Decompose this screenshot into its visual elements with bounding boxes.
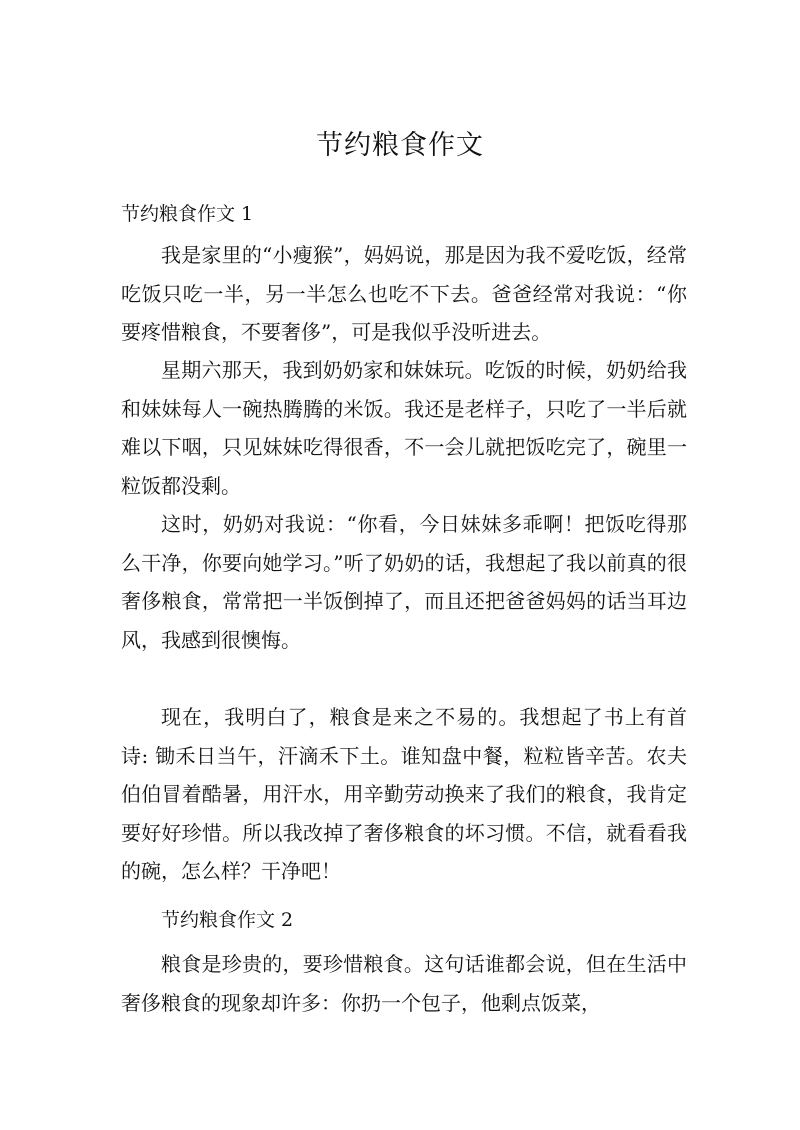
section-2-paragraph-1: 粮食是珍贵的，要珍惜粮食。这句话谁都会说，但在生活中奢侈粮食的现象却许多：你扔一个包子，他剩点饭菜， [121,952,687,1015]
section-1-paragraph-2: 星期六那天，我到奶奶家和妹妹玩。吃饭的时候，奶奶给我和妹妹每人一碗热腾腾的米饭。我还是老样子，只吃了一半后就难以下咽，只见妹妹吃得很香，不一会儿就把饭吃完了，碗里一粒饭都没剩。 [121,358,687,498]
section-1-paragraph-4: 现在，我明白了，粮食是来之不易的。我想起了书上有首诗: 锄禾日当午，汗滴禾下土。谁知盘中餐，粒粒皆辛苦。农夫伯伯冒着酷暑，用汗水，用辛勤劳动换来了我们的粮食，我肯定要好好珍惜。所以我改掉了奢侈粮食的坏习惯。不信，就看看我的碗，怎么样？干净吧！ [121,705,687,883]
section-1-paragraph-1: 我是家里的“小瘦猴”，妈妈说，那是因为我不爱吃饭，经常吃饭只吃一半，另一半怎么也吃不下去。爸爸经常对我说：“你要疼惜粮食，不要奢侈”，可是我似乎没听进去。 [121,243,687,344]
section-1-heading: 节约粮食作文 1 [121,203,254,225]
section-2-heading: 节约粮食作文 2 [161,909,294,931]
section-1-paragraph-3: 这时，奶奶对我说：“你看，今日妹妹多乖啊！把饭吃得那么干净，你要向她学习。”听了奶奶的话，我想起了我以前真的很奢侈粮食，常常把一半饭倒掉了，而且还把爸爸妈妈的话当耳边风，我感到很懊悔。 [121,512,687,652]
document-title: 节约粮食作文 [316,130,484,161]
